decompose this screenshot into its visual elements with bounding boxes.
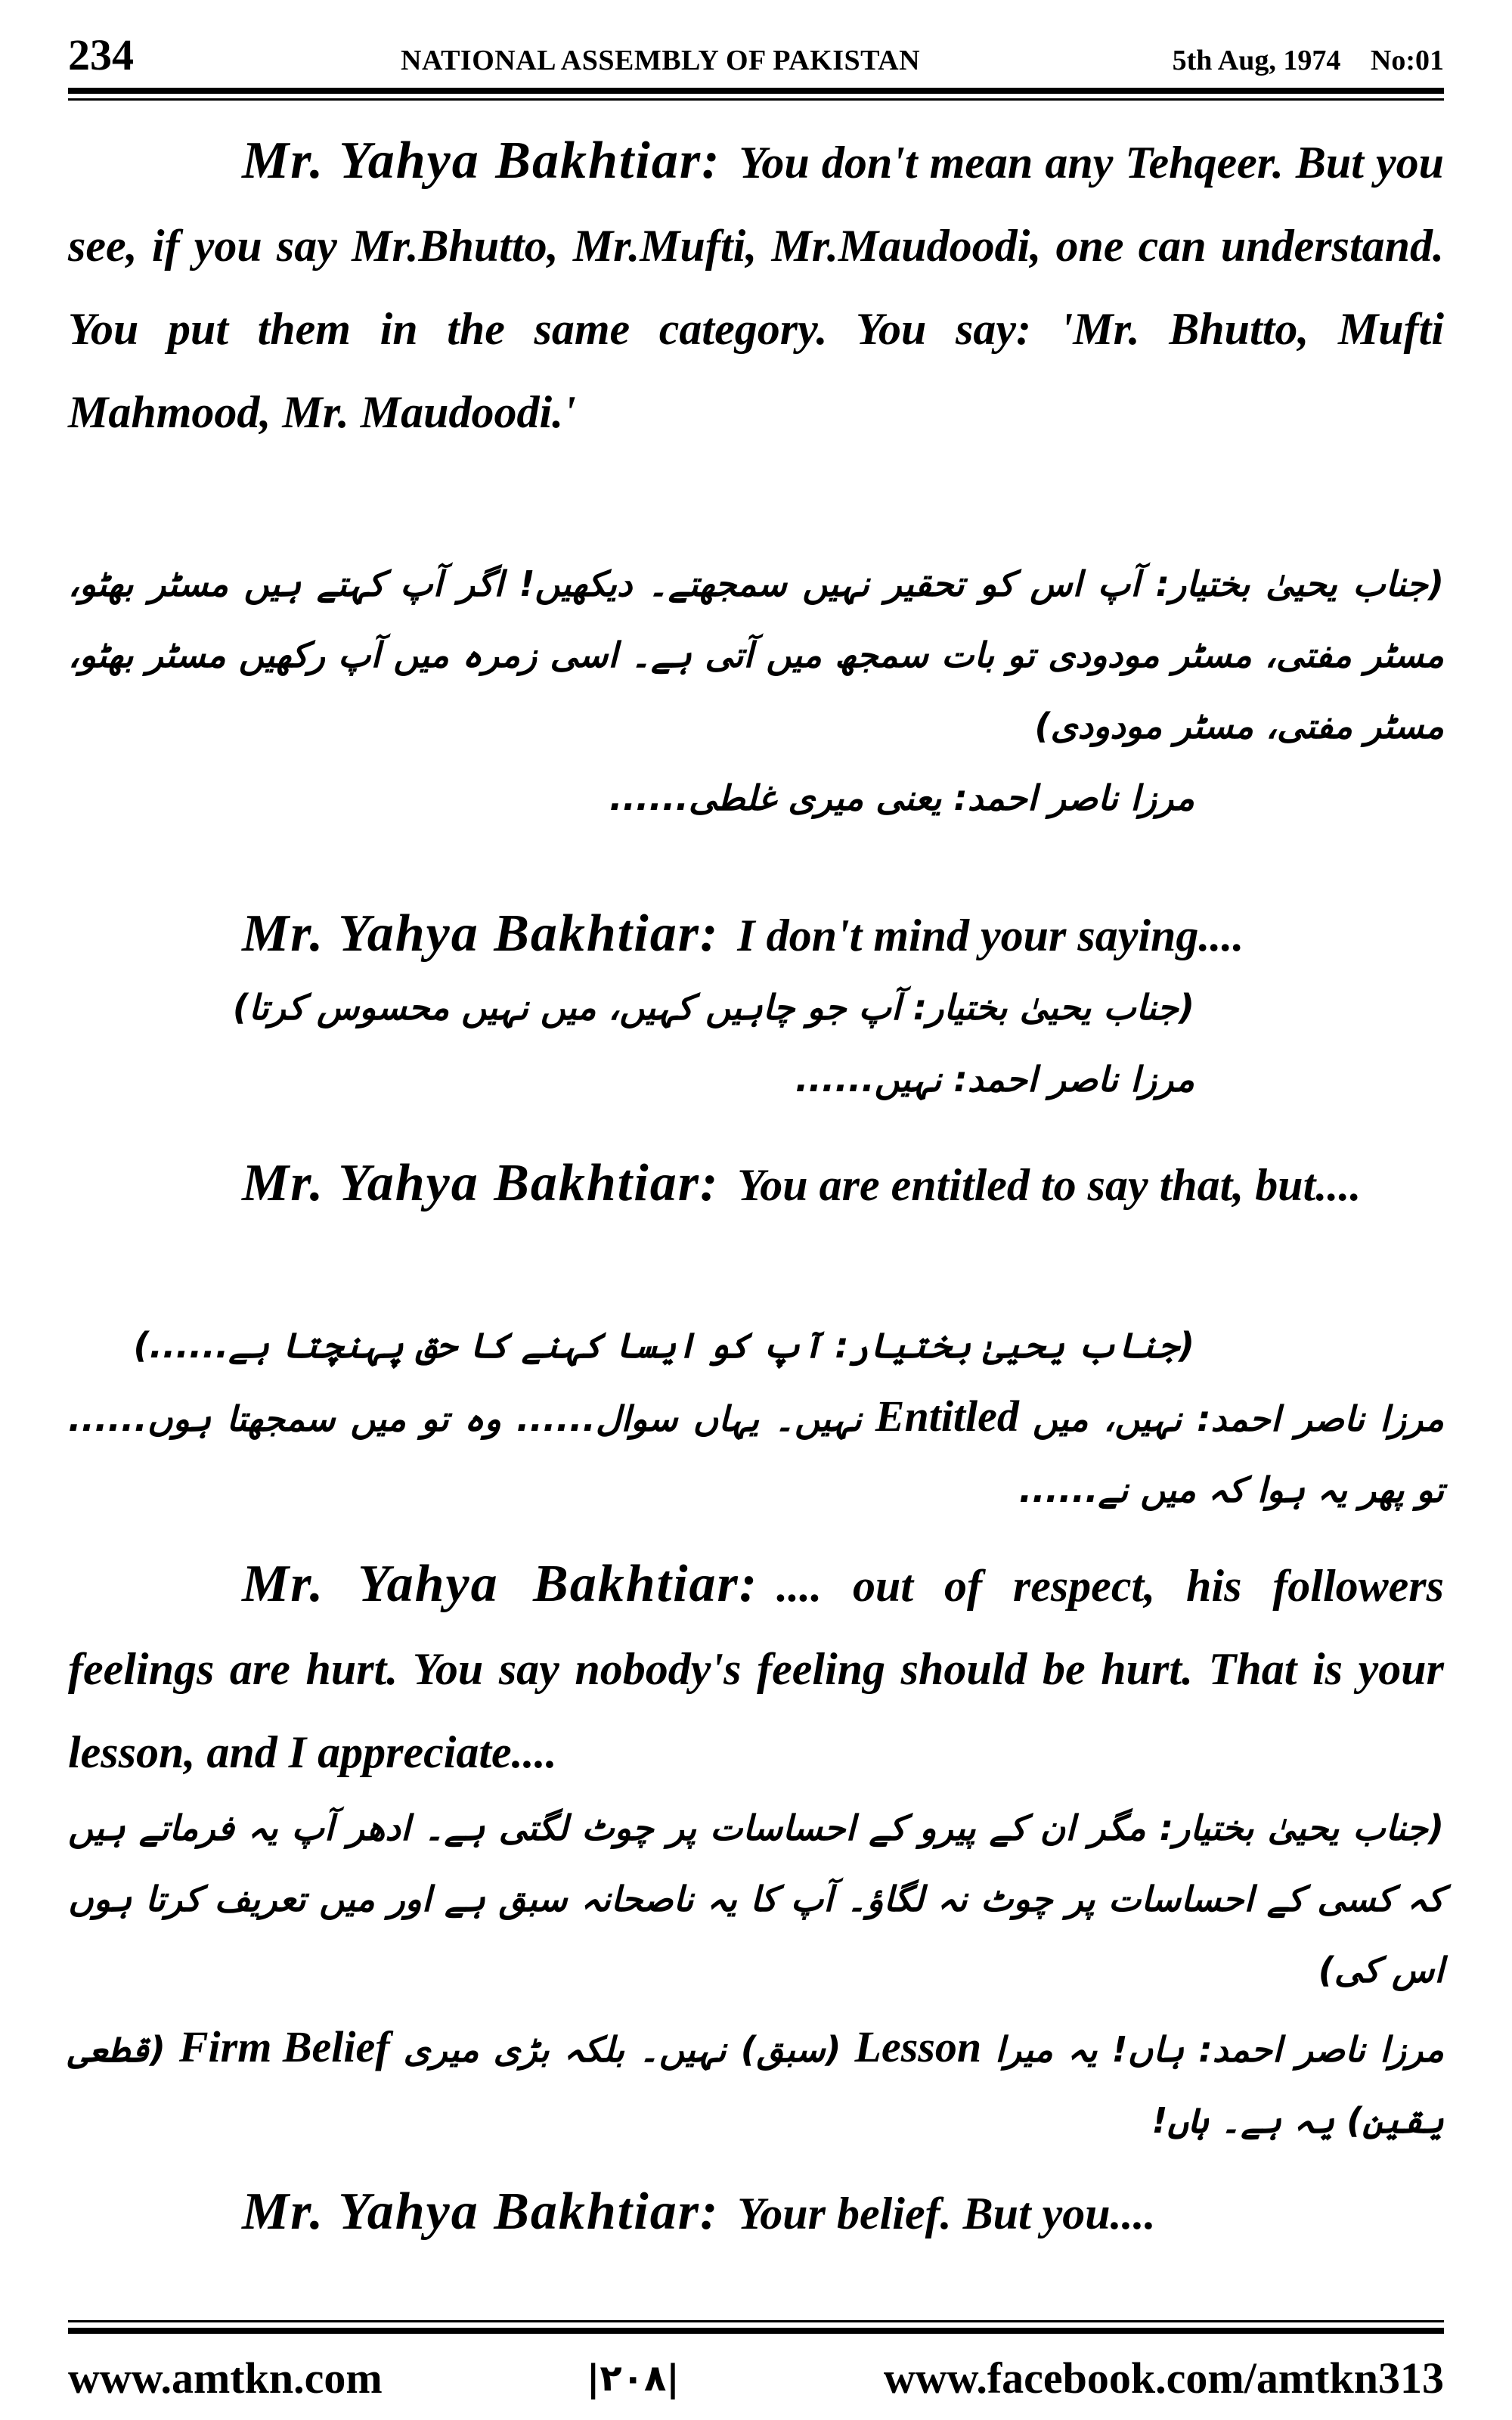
- speech-text: Your belief. But you....: [737, 2189, 1156, 2238]
- urdu-text: (جناب یحییٰ بختیار: آپ اس کو تحقیر نہیں سمجھتے۔ دیکھیں! اگر آپ کہتے ہیں مسٹر بھٹو، مسٹر مفتی، مسٹر مودودی تو بات سمجھ میں آتی ہے۔ اسی زمرہ میں آپ رکھیں مسٹر بھٹو، مسٹر مفتی، مسٹر مودودی): [68, 563, 1444, 746]
- publication-title: NATIONAL ASSEMBLY OF PAKISTAN: [401, 45, 921, 76]
- speaker-name: Mr. Yahya Bakhtiar:: [242, 1555, 759, 1613]
- english-text: [68, 119, 1444, 454]
- urdu-paragraph: [68, 972, 1444, 1043]
- english-paragraph: [68, 1142, 1444, 1227]
- header-date: 5th Aug, 1974: [1172, 45, 1341, 76]
- header-meta: [1150, 38, 1444, 83]
- speech-text: .... out of respect, his followers feelings are hurt. You say nobody's feeling should be hurt. That is your lesson, and I appreciate....: [68, 1561, 1444, 1777]
- english-paragraph: [68, 2170, 1444, 2255]
- footer-rule-thick: [68, 2328, 1444, 2334]
- header-rule-thick: [68, 88, 1444, 94]
- inline-english-term: Entitled: [875, 1392, 1019, 1441]
- english-text: [68, 1543, 1444, 1794]
- header-issue: No:01: [1370, 45, 1444, 76]
- urdu-text: [68, 2012, 1444, 2156]
- urdu-text: مرزا ناصر احمد: نہیں......: [795, 1059, 1194, 1100]
- urdu-text: (جناب یحییٰ بختیار: آپ کو ایسا کہنے کا حق پہنچتا ہے......): [133, 1325, 1194, 1366]
- footer-rule-thin: [68, 2320, 1444, 2322]
- urdu-text-part: مرزا ناصر احمد: ہاں! یہ میرا: [995, 2029, 1444, 2070]
- speaker-name: Mr. Yahya Bakhtiar:: [242, 2183, 720, 2241]
- urdu-text: [68, 1381, 1444, 1525]
- speaker-name: Mr. Yahya Bakhtiar:: [242, 1154, 720, 1212]
- urdu-text-part: (قطعی یقین) یہ ہے۔ ہاں!: [68, 2029, 1444, 2141]
- inline-english-term: Firm Belief: [178, 2022, 390, 2071]
- page-header: [68, 29, 1444, 89]
- english-text: [68, 892, 1444, 977]
- urdu-paragraph: [68, 1044, 1444, 1115]
- urdu-paragraph: [68, 762, 1444, 833]
- urdu-paragraph: [68, 1381, 1444, 1525]
- footer-website-link[interactable]: www.amtkn.com: [68, 2353, 383, 2403]
- speaker-name: Mr. Yahya Bakhtiar:: [242, 904, 720, 963]
- english-text: [68, 2170, 1444, 2255]
- urdu-text-part: نہیں۔ یہاں سوال...... وہ تو میں سمجھتا ہوں...... تو پھر یہ ہوا کہ میں نے......: [68, 1398, 1444, 1510]
- speech-text: You don't mean any Tehqeer. But you see, if you say Mr.Bhutto, Mr.Mufti, Mr.Maudoodi, one can understand. You put them in the same category. You say: 'Mr. Bhutto, Mufti Mahmood, Mr. Maudoodi.': [68, 138, 1445, 437]
- english-paragraph: [68, 892, 1444, 977]
- page-number: 234: [68, 30, 134, 79]
- inline-english-term: Lesson: [854, 2022, 982, 2071]
- page-footer: [68, 2352, 1444, 2405]
- urdu-paragraph: [68, 548, 1444, 762]
- speaker-name: Mr. Yahya Bakhtiar:: [242, 132, 721, 190]
- urdu-text-part: (سبق) نہیں۔ بلکہ بڑی میری: [403, 2029, 841, 2070]
- footer-facebook-link[interactable]: www.facebook.com/amtkn313: [883, 2353, 1444, 2403]
- english-paragraph: [68, 119, 1444, 454]
- speech-text: You are entitled to say that, but....: [737, 1160, 1362, 1210]
- urdu-text: (جناب یحییٰ بختیار: مگر ان کے پیرو کے احساسات پر چوٹ لگتی ہے۔ ادھر آپ یہ فرماتے ہیں کہ کسی کے احساسات پر چوٹ نہ لگاؤ۔ آپ کا یہ ناصحانہ سبق ہے اور میں تعریف کرتا ہوں اس کی): [68, 1807, 1444, 1990]
- urdu-text: (جناب یحییٰ بختیار: آپ جو چاہیں کہیں، میں نہیں محسوس کرتا): [232, 987, 1194, 1028]
- speech-text: I don't mind your saying....: [737, 911, 1244, 960]
- urdu-text-part: مرزا ناصر احمد: نہیں، میں: [1032, 1398, 1444, 1439]
- urdu-text: مرزا ناصر احمد: یعنی میری غلطی......: [609, 777, 1194, 818]
- footer-page-number: |۲۰۸|: [586, 2357, 680, 2400]
- english-paragraph: [68, 1543, 1444, 1794]
- urdu-paragraph: [68, 1310, 1444, 1381]
- urdu-paragraph: [68, 2012, 1444, 2156]
- urdu-paragraph: [68, 1792, 1444, 2006]
- english-text: [68, 1142, 1444, 1227]
- header-rule-thin: [68, 98, 1444, 101]
